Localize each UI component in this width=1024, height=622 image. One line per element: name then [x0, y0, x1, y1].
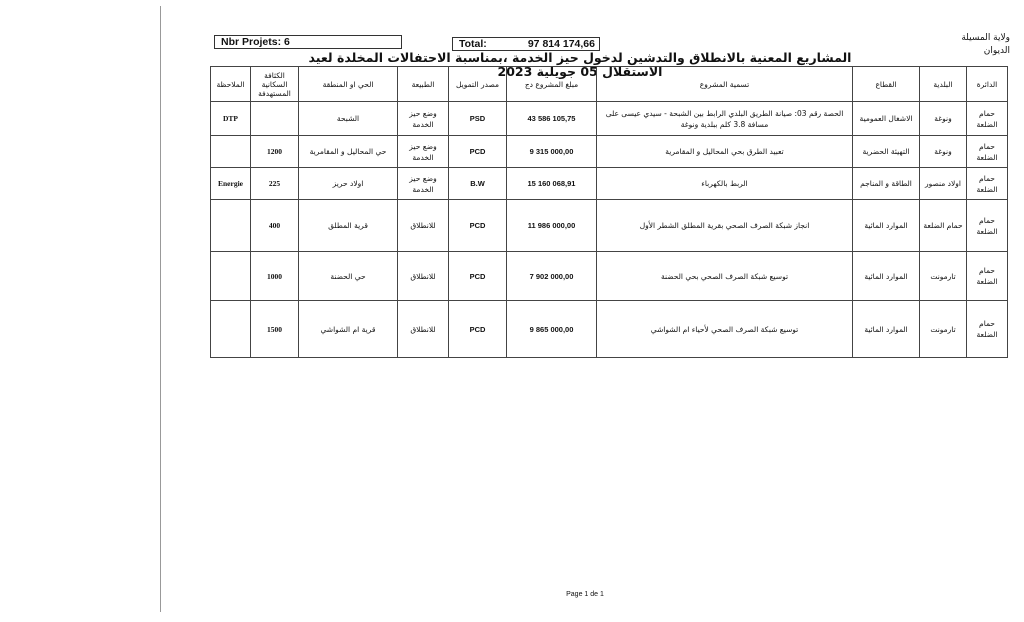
binding-line [160, 6, 161, 612]
table-header-row [211, 67, 1008, 102]
cell-amount: 9 315 000,00 [507, 136, 597, 168]
cell-financing: PCD [449, 252, 507, 301]
table-row [211, 200, 1008, 252]
cell-nature: للانطلاق [398, 200, 449, 252]
header-quarter: الحي او المنطقة [299, 67, 398, 102]
cell-daira: حمام الضلعة [967, 301, 1008, 358]
cell-secteur: الموارد المائية [853, 301, 920, 358]
cell-project: تعبيد الطرق بحي المحاليل و المقامرية [597, 136, 853, 168]
cell-baladiya: تارمونت [920, 252, 967, 301]
cell-quarter: اولاد حريز [299, 168, 398, 200]
cell-project: انجاز شبكة الصرف الصحي بقرية المطلق الشطر الأول [597, 200, 853, 252]
table-row [211, 102, 1008, 136]
cell-baladiya: اولاد منصور [920, 168, 967, 200]
cell-population: 1000 [251, 252, 299, 301]
wilaya-name: ولاية المسيلة [961, 33, 1010, 43]
cell-daira: حمام الضلعة [967, 102, 1008, 136]
cell-nature: للانطلاق [398, 252, 449, 301]
cell-baladiya: ونوغة [920, 102, 967, 136]
cell-population [251, 102, 299, 136]
cell-amount: 15 160 068,91 [507, 168, 597, 200]
cell-secteur: التهيئة الحضرية [853, 136, 920, 168]
cell-population: 1500 [251, 301, 299, 358]
cell-quarter: حي المحاليل و المقامرية [299, 136, 398, 168]
cell-population: 225 [251, 168, 299, 200]
cell-amount: 7 902 000,00 [507, 252, 597, 301]
cell-quarter: حي الحضنة [299, 252, 398, 301]
cell-note [211, 252, 251, 301]
total-label: Total: [459, 38, 487, 50]
cell-note: Energie [211, 168, 251, 200]
page-number: Page 1 de 1 [566, 591, 604, 598]
cell-note [211, 200, 251, 252]
cell-nature: وضع حيز الخدمة [398, 168, 449, 200]
cell-nature: للانطلاق [398, 301, 449, 358]
cell-nature: وضع حيز الخدمة [398, 136, 449, 168]
cell-quarter: الشبحة [299, 102, 398, 136]
table-row [211, 168, 1008, 200]
total-box [452, 37, 600, 51]
header-amount: مبلغ المشروع دج [507, 67, 597, 102]
cell-nature: وضع حيز الخدمة [398, 102, 449, 136]
cell-note [211, 301, 251, 358]
header-project: تسمية المشروع [597, 67, 853, 102]
cell-note: DTP [211, 102, 251, 136]
cell-financing: PCD [449, 301, 507, 358]
cell-project: الربط بالكهرباء [597, 168, 853, 200]
cell-baladiya: تارمونت [920, 301, 967, 358]
cell-financing: PSD [449, 102, 507, 136]
cell-quarter: قرية المطلق [299, 200, 398, 252]
page-title: المشاريع المعنية بالانطلاق والتدشين لدخول حيز الخدمة ،بمناسبة الاحتفالات المخلدة لعيد الاستقلال 05 جويلية 2023 [308, 50, 852, 79]
cell-baladiya: ونوغة [920, 136, 967, 168]
cell-population: 1200 [251, 136, 299, 168]
header-secteur: القطاع [853, 67, 920, 102]
projects-table [210, 66, 1008, 358]
cell-financing: PCD [449, 136, 507, 168]
table-row [211, 136, 1008, 168]
cell-daira: حمام الضلعة [967, 136, 1008, 168]
cell-financing: PCD [449, 200, 507, 252]
table-row [211, 301, 1008, 358]
header-baladiya: البلدية [920, 67, 967, 102]
cell-secteur: الاشغال العمومية [853, 102, 920, 136]
cell-secteur: الموارد المائية [853, 200, 920, 252]
cell-financing: B.W [449, 168, 507, 200]
cell-amount: 11 986 000,00 [507, 200, 597, 252]
header-nature: الطبيعة [398, 67, 449, 102]
cell-note [211, 136, 251, 168]
project-count: Nbr Projets: 6 [221, 36, 290, 48]
cell-daira: حمام الضلعة [967, 252, 1008, 301]
cell-project: الحصة رقم 03: صيانة الطريق البلدي الرابط بين الشبحة - سيدي عيسى على مسافة 3.8 كلم ببلدية ونوغة [597, 102, 853, 136]
cell-project: توسيع شبكة الصرف الصحي لأحياء ام الشواشي [597, 301, 853, 358]
cell-amount: 9 865 000,00 [507, 301, 597, 358]
cell-secteur: الموارد المائية [853, 252, 920, 301]
cell-quarter: قرية ام الشواشي [299, 301, 398, 358]
cell-amount: 43 586 105,75 [507, 102, 597, 136]
cell-daira: حمام الضلعة [967, 200, 1008, 252]
header-daira: الدائرة [967, 67, 1008, 102]
project-count-box [214, 35, 402, 49]
cell-population: 400 [251, 200, 299, 252]
total-value: 97 814 174,66 [527, 38, 595, 50]
cell-baladiya: حمام الضلعة [920, 200, 967, 252]
issuer-block [961, 32, 1010, 58]
cell-secteur: الطاقة و المناجم [853, 168, 920, 200]
cell-project: توسيع شبكة الصرف الصحي بحي الحضنة [597, 252, 853, 301]
diwan-name: الديوان [983, 46, 1010, 56]
cell-daira: حمام الضلعة [967, 168, 1008, 200]
header-population: الكثافة السكانية المستهدفة [251, 67, 299, 102]
header-note: الملاحظة [211, 67, 251, 102]
header-financing: مصدر التمويل [449, 67, 507, 102]
table-row [211, 252, 1008, 301]
